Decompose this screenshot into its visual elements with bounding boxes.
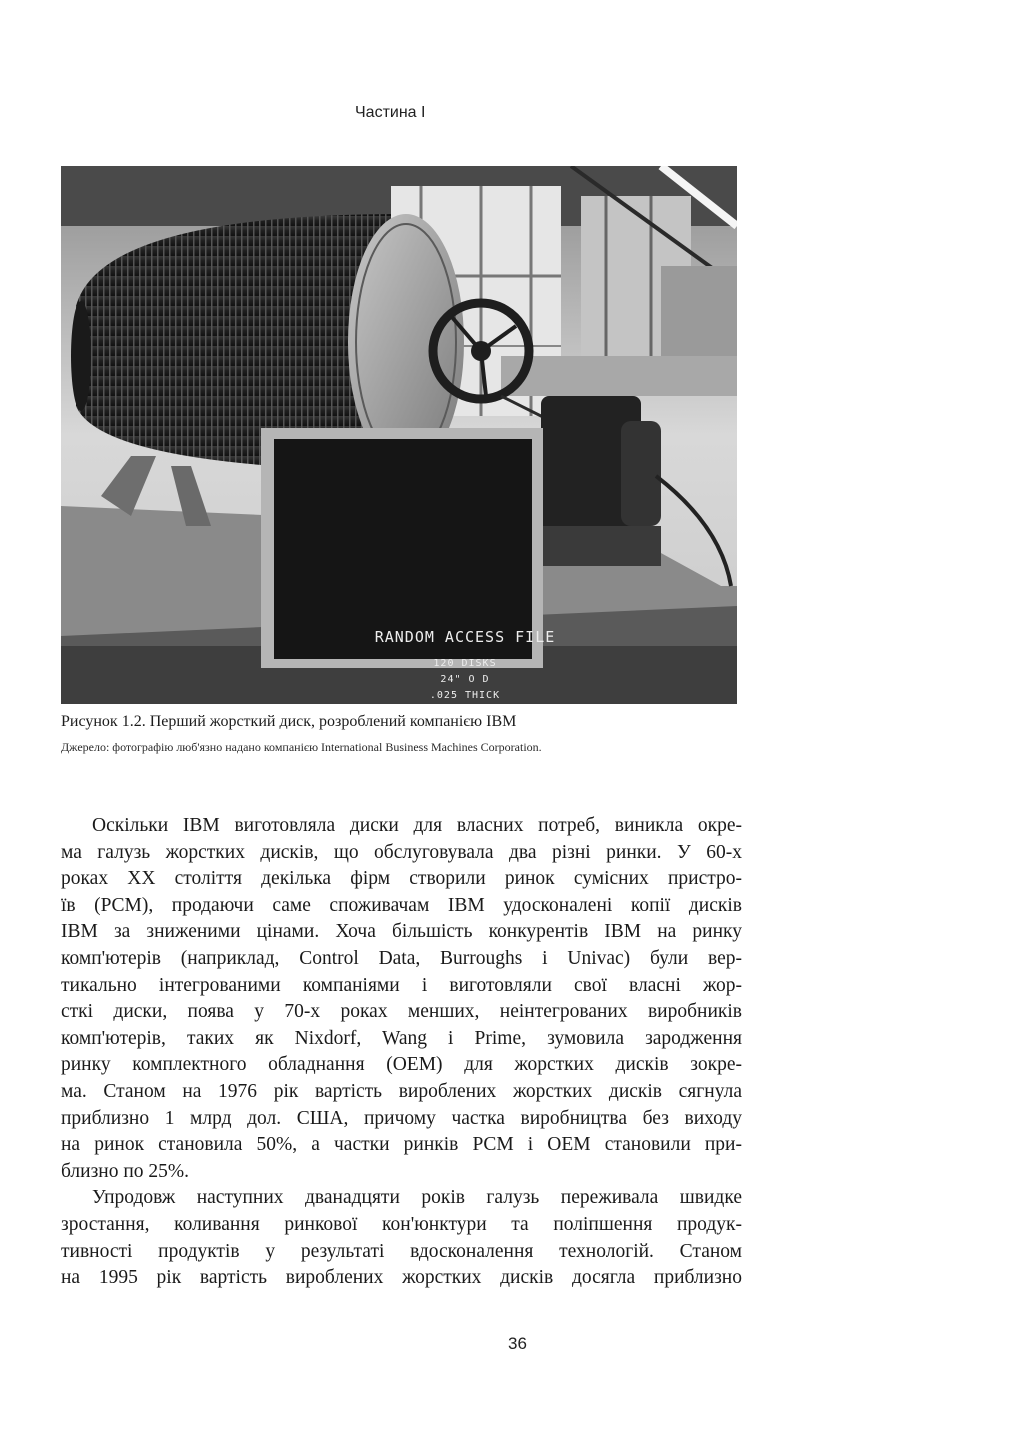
text-line: роках XX століття декілька фірм створили ринок сумісних пристро- bbox=[61, 868, 742, 890]
sign-title: RANDOM ACCESS FILE bbox=[374, 628, 556, 646]
text-line: приблизно 1 млрд дол. США, причому частка виробництва без виходу bbox=[61, 1107, 742, 1129]
text-line: їв (PCM), продаючи саме споживачам IBM удосконалені копії дисків bbox=[61, 894, 742, 916]
text-line: Оскільки IBM виготовляла диски для власних потреб, виникла окре- bbox=[92, 815, 742, 836]
text-line: сткі диски, поява у 70-х роках менших, неінтегрованих виробників bbox=[61, 1001, 742, 1023]
text-line: ма галузь жорстких дисків, що обслуговувала два різні ринки. У 60-х bbox=[61, 841, 742, 863]
text-line: тикально інтегрованими компаніями і виготовляли свої власні жор- bbox=[61, 974, 742, 996]
figure-source: Джерело: фотографію люб'язно надано компанією International Business Machines Corporation. bbox=[61, 740, 542, 754]
text-line: IBM за зниженими цінами. Хоча більшість конкурентів IBM на ринку bbox=[61, 921, 742, 943]
page-number: 36 bbox=[508, 1334, 527, 1353]
text-line: зростання, коливання ринкової кон'юнктури та поліпшення продук- bbox=[61, 1213, 742, 1235]
text-line: на ринок становила 50%, а частки ринків PCM і OEM становили при- bbox=[61, 1134, 742, 1156]
sign-line: 120 DISKS bbox=[433, 658, 497, 669]
sign-line: 24" O D bbox=[440, 674, 490, 685]
text-line: комп'ютерів (наприклад, Control Data, Burroughs і Univac) були вер- bbox=[61, 947, 742, 969]
sign-board bbox=[337, 606, 593, 704]
text-line: Упродовж наступних дванадцяти років галузь переживала швидке bbox=[92, 1187, 742, 1209]
figure-photo bbox=[61, 166, 737, 704]
text-line: тивності продуктів у результаті вдосконалення технологій. Станом bbox=[61, 1240, 742, 1262]
paragraph-1 bbox=[61, 813, 742, 1185]
sign-line: .025 THICK bbox=[429, 690, 501, 701]
text-line: ма. Станом на 1976 рік вартість вироблених жорстких дисків сягнула bbox=[61, 1080, 742, 1102]
body-text bbox=[61, 813, 742, 1292]
text-line: ринку комплектного обладнання (OEM) для жорстких дисків зокре- bbox=[61, 1054, 742, 1076]
running-head: Частина I bbox=[355, 104, 426, 121]
text-line: близно по 25%. bbox=[61, 1160, 190, 1182]
text-line: комп'ютерів, таких як Nixdorf, Wang і Prime, зумовила зародження bbox=[61, 1027, 742, 1049]
figure-caption: Рисунок 1.2. Перший жорсткий диск, розроблений компанією IBM bbox=[61, 713, 517, 730]
text-line: на 1995 рік вартість вироблених жорстких дисків досягла приблизно bbox=[61, 1267, 742, 1289]
paragraph-2 bbox=[61, 1185, 742, 1291]
